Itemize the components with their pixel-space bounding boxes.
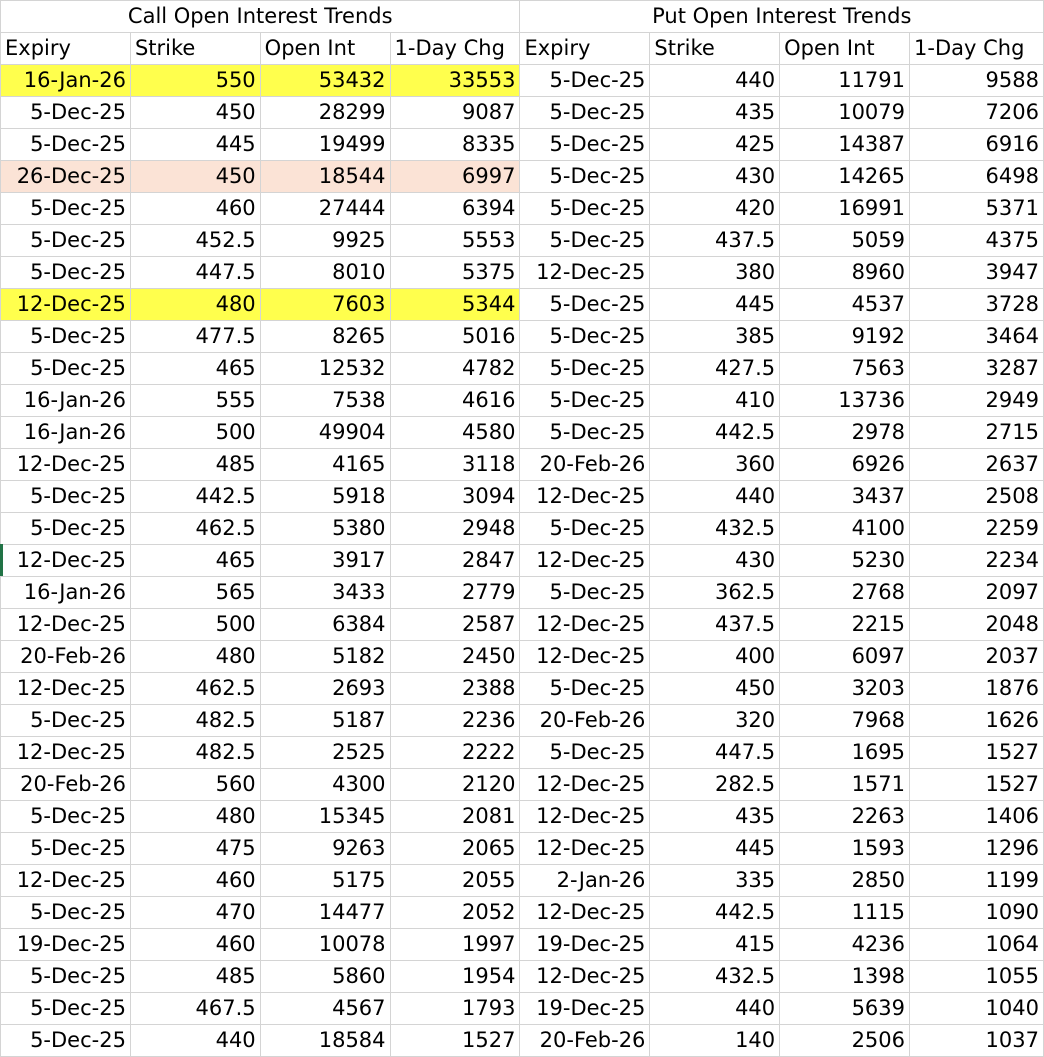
call-1-day-chg-cell[interactable]: 4782 (390, 353, 520, 385)
table-row (1, 65, 1044, 97)
call-open-int-cell[interactable]: 27444 (260, 193, 390, 225)
put-expiry-cell[interactable]: 20-Feb-26 (520, 449, 650, 481)
table-row (1, 993, 1044, 1025)
put-open-int-cell[interactable]: 1398 (780, 961, 910, 993)
put-1-day-chg-cell[interactable]: 1527 (910, 769, 1044, 801)
call-expiry-cell[interactable]: 5-Dec-25 (1, 897, 131, 929)
call-open-int-cell[interactable]: 49904 (260, 417, 390, 449)
call-open-int-cell[interactable]: 15345 (260, 801, 390, 833)
call-1-day-chg-cell[interactable]: 2847 (390, 545, 520, 577)
put-expiry-cell[interactable]: 19-Dec-25 (520, 993, 650, 1025)
put-open-int-cell[interactable]: 8960 (780, 257, 910, 289)
put-expiry-cell[interactable]: 12-Dec-25 (520, 801, 650, 833)
put-expiry-cell[interactable]: 5-Dec-25 (520, 193, 650, 225)
table-row (1, 737, 1044, 769)
put-1-day-chg-cell[interactable]: 1626 (910, 705, 1044, 737)
call-1-day-chg-cell[interactable]: 5375 (390, 257, 520, 289)
call-expiry-cell[interactable]: 5-Dec-25 (1, 257, 131, 289)
put-1-day-chg-cell[interactable]: 1055 (910, 961, 1044, 993)
table-row (1, 929, 1044, 961)
call-1-day-chg-cell[interactable]: 1793 (390, 993, 520, 1025)
call-1-day-chg-cell[interactable]: 1997 (390, 929, 520, 961)
put-expiry-cell[interactable]: 5-Dec-25 (520, 577, 650, 609)
put-open-int-header[interactable]: Open Int (780, 33, 910, 65)
call-strike-cell[interactable]: 482.5 (130, 737, 260, 769)
put-expiry-cell[interactable]: 5-Dec-25 (520, 417, 650, 449)
call-1-day-chg-cell[interactable]: 4616 (390, 385, 520, 417)
put-expiry-cell[interactable]: 5-Dec-25 (520, 321, 650, 353)
table-row (1, 161, 1044, 193)
call-strike-cell[interactable]: 480 (130, 641, 260, 673)
call-strike-cell[interactable]: 470 (130, 897, 260, 929)
put-open-int-cell[interactable]: 5230 (780, 545, 910, 577)
put-open-int-cell[interactable]: 4236 (780, 929, 910, 961)
call-open-int-cell[interactable]: 5860 (260, 961, 390, 993)
call-expiry-cell[interactable]: 5-Dec-25 (1, 705, 131, 737)
call-expiry-cell[interactable]: 5-Dec-25 (1, 833, 131, 865)
call-strike-cell[interactable]: 460 (130, 929, 260, 961)
table-row (1, 449, 1044, 481)
call-1-day-chg-cell[interactable]: 5344 (390, 289, 520, 321)
put-expiry-cell[interactable]: 20-Feb-26 (520, 1025, 650, 1057)
call-expiry-cell[interactable]: 5-Dec-25 (1, 961, 131, 993)
put-expiry-cell[interactable]: 19-Dec-25 (520, 929, 650, 961)
call-expiry-cell[interactable]: 12-Dec-25 (1, 289, 131, 321)
call-expiry-cell[interactable]: 12-Dec-25 (1, 737, 131, 769)
call-strike-cell[interactable]: 550 (130, 65, 260, 97)
call-expiry-cell[interactable]: 12-Dec-25 (1, 545, 131, 577)
call-strike-cell[interactable]: 480 (130, 801, 260, 833)
put-1-day-chg-cell[interactable]: 1527 (910, 737, 1044, 769)
call-expiry-cell[interactable]: 5-Dec-25 (1, 1025, 131, 1057)
table-row (1, 353, 1044, 385)
put-expiry-cell[interactable]: 5-Dec-25 (520, 161, 650, 193)
call-strike-cell[interactable]: 450 (130, 161, 260, 193)
call-open-int-cell[interactable]: 4567 (260, 993, 390, 1025)
call-strike-cell[interactable]: 560 (130, 769, 260, 801)
call-strike-cell[interactable]: 462.5 (130, 513, 260, 545)
put-strike-cell[interactable]: 410 (650, 385, 780, 417)
put-1-day-chg-cell[interactable]: 2097 (910, 577, 1044, 609)
call-expiry-cell[interactable]: 19-Dec-25 (1, 929, 131, 961)
call-open-int-cell[interactable]: 19499 (260, 129, 390, 161)
put-1-day-chg-cell[interactable]: 9588 (910, 65, 1044, 97)
put-1-day-chg-cell[interactable]: 5371 (910, 193, 1044, 225)
put-open-int-cell[interactable]: 6097 (780, 641, 910, 673)
call-strike-cell[interactable]: 452.5 (130, 225, 260, 257)
table-row (1, 865, 1044, 897)
put-open-int-cell[interactable]: 16991 (780, 193, 910, 225)
put-strike-cell[interactable]: 450 (650, 673, 780, 705)
table-row (1, 801, 1044, 833)
put-expiry-cell[interactable]: 12-Dec-25 (520, 257, 650, 289)
call-expiry-cell[interactable]: 5-Dec-25 (1, 513, 131, 545)
call-open-int-header[interactable]: Open Int (260, 33, 390, 65)
call-open-int-cell[interactable]: 3433 (260, 577, 390, 609)
put-1-day-chg-cell[interactable]: 6916 (910, 129, 1044, 161)
put-open-int-cell[interactable]: 2978 (780, 417, 910, 449)
put-1-day-chg-cell[interactable]: 1037 (910, 1025, 1044, 1057)
put-strike-cell[interactable]: 440 (650, 481, 780, 513)
put-open-int-cell[interactable]: 5639 (780, 993, 910, 1025)
put-expiry-cell[interactable]: 12-Dec-25 (520, 769, 650, 801)
put-open-int-cell[interactable]: 14387 (780, 129, 910, 161)
call-strike-cell[interactable]: 482.5 (130, 705, 260, 737)
put-strike-cell[interactable]: 440 (650, 65, 780, 97)
call-open-int-cell[interactable]: 5918 (260, 481, 390, 513)
put-expiry-cell[interactable]: 5-Dec-25 (520, 129, 650, 161)
call-open-int-cell[interactable]: 18584 (260, 1025, 390, 1057)
table-row (1, 609, 1044, 641)
put-strike-cell[interactable]: 430 (650, 161, 780, 193)
call-1-day-chg-cell[interactable]: 2055 (390, 865, 520, 897)
call-strike-cell[interactable]: 565 (130, 577, 260, 609)
put-1-day-chg-cell[interactable]: 2949 (910, 385, 1044, 417)
call-expiry-cell[interactable]: 5-Dec-25 (1, 801, 131, 833)
put-strike-cell[interactable]: 437.5 (650, 225, 780, 257)
put-1-day-chg-cell[interactable]: 2259 (910, 513, 1044, 545)
put-open-int-cell[interactable]: 10079 (780, 97, 910, 129)
selected-row-marker (0, 544, 3, 576)
put-expiry-cell[interactable]: 12-Dec-25 (520, 481, 650, 513)
call-1-day-chg-cell[interactable]: 2222 (390, 737, 520, 769)
call-open-int-cell[interactable]: 9925 (260, 225, 390, 257)
call-1-day-chg-cell[interactable]: 33553 (390, 65, 520, 97)
table-row (1, 769, 1044, 801)
table-row (1, 1025, 1044, 1057)
put-expiry-cell[interactable]: 5-Dec-25 (520, 353, 650, 385)
put-1-day-chg-cell[interactable]: 1296 (910, 833, 1044, 865)
put-open-int-cell[interactable]: 2215 (780, 609, 910, 641)
call-expiry-cell[interactable]: 16-Jan-26 (1, 385, 131, 417)
table-row (1, 481, 1044, 513)
table-row (1, 321, 1044, 353)
call-1-day-chg-cell[interactable]: 9087 (390, 97, 520, 129)
put-expiry-cell[interactable]: 12-Dec-25 (520, 961, 650, 993)
call-expiry-cell[interactable]: 16-Jan-26 (1, 577, 131, 609)
table-row (1, 673, 1044, 705)
put-open-int-cell[interactable]: 6926 (780, 449, 910, 481)
put-strike-cell[interactable]: 432.5 (650, 513, 780, 545)
put-1-day-chg-cell[interactable]: 3464 (910, 321, 1044, 353)
put-strike-cell[interactable]: 335 (650, 865, 780, 897)
call-open-int-cell[interactable]: 8265 (260, 321, 390, 353)
put-strike-cell[interactable]: 430 (650, 545, 780, 577)
table-row (1, 193, 1044, 225)
table-row (1, 513, 1044, 545)
put-open-int-cell[interactable]: 1115 (780, 897, 910, 929)
call-1-day-chg-cell[interactable]: 1527 (390, 1025, 520, 1057)
put-1-day-chg-cell[interactable]: 2508 (910, 481, 1044, 513)
put-expiry-cell[interactable]: 5-Dec-25 (520, 673, 650, 705)
put-expiry-cell[interactable]: 5-Dec-25 (520, 513, 650, 545)
put-strike-cell[interactable]: 400 (650, 641, 780, 673)
call-open-int-cell[interactable]: 8010 (260, 257, 390, 289)
table-row (1, 289, 1044, 321)
call-open-int-cell[interactable]: 2525 (260, 737, 390, 769)
call-strike-header[interactable]: Strike (130, 33, 260, 65)
call-open-int-cell[interactable]: 4165 (260, 449, 390, 481)
call-1-day-chg-cell[interactable]: 2388 (390, 673, 520, 705)
put-expiry-cell[interactable]: 5-Dec-25 (520, 385, 650, 417)
call-strike-cell[interactable]: 442.5 (130, 481, 260, 513)
put-1-day-chg-cell[interactable]: 1876 (910, 673, 1044, 705)
call-open-int-cell[interactable]: 7603 (260, 289, 390, 321)
call-1-day-chg-cell[interactable]: 2052 (390, 897, 520, 929)
put-1-day-chg-cell[interactable]: 6498 (910, 161, 1044, 193)
put-expiry-cell[interactable]: 5-Dec-25 (520, 289, 650, 321)
put-strike-cell[interactable]: 432.5 (650, 961, 780, 993)
put-open-int-cell[interactable]: 9192 (780, 321, 910, 353)
put-open-int-cell[interactable]: 2850 (780, 865, 910, 897)
put-1-day-chg-cell[interactable]: 2715 (910, 417, 1044, 449)
call-strike-cell[interactable]: 460 (130, 865, 260, 897)
table-row (1, 257, 1044, 289)
put-section-title[interactable]: Put Open Interest Trends (520, 1, 1044, 33)
put-strike-cell[interactable]: 445 (650, 289, 780, 321)
put-open-int-cell[interactable]: 1593 (780, 833, 910, 865)
table-row (1, 833, 1044, 865)
table-row (1, 897, 1044, 929)
call-expiry-cell[interactable]: 16-Jan-26 (1, 417, 131, 449)
call-expiry-cell[interactable]: 20-Feb-26 (1, 641, 131, 673)
call-open-int-cell[interactable]: 5182 (260, 641, 390, 673)
call-open-int-cell[interactable]: 28299 (260, 97, 390, 129)
put-strike-cell[interactable]: 320 (650, 705, 780, 737)
put-strike-cell[interactable]: 427.5 (650, 353, 780, 385)
call-open-int-cell[interactable]: 2693 (260, 673, 390, 705)
put-expiry-cell[interactable]: 12-Dec-25 (520, 545, 650, 577)
put-expiry-cell[interactable]: 2-Jan-26 (520, 865, 650, 897)
put-1-day-chg-cell[interactable]: 2637 (910, 449, 1044, 481)
put-strike-cell[interactable]: 445 (650, 833, 780, 865)
call-1-day-chg-cell[interactable]: 8335 (390, 129, 520, 161)
put-strike-cell[interactable]: 282.5 (650, 769, 780, 801)
put-1-day-chg-cell[interactable]: 3728 (910, 289, 1044, 321)
put-1-day-chg-cell[interactable]: 2037 (910, 641, 1044, 673)
put-strike-cell[interactable]: 437.5 (650, 609, 780, 641)
put-expiry-cell[interactable]: 20-Feb-26 (520, 705, 650, 737)
put-1-day-chg-cell[interactable]: 2234 (910, 545, 1044, 577)
title-row (1, 1, 1044, 33)
put-1-day-chg-cell[interactable]: 2048 (910, 609, 1044, 641)
put-strike-header[interactable]: Strike (650, 33, 780, 65)
call-strike-cell[interactable]: 485 (130, 961, 260, 993)
put-expiry-cell[interactable]: 5-Dec-25 (520, 97, 650, 129)
table-row (1, 417, 1044, 449)
put-expiry-cell[interactable]: 12-Dec-25 (520, 641, 650, 673)
call-1-day-chg-cell[interactable]: 5553 (390, 225, 520, 257)
put-1-day-chg-header[interactable]: 1-Day Chg (910, 33, 1044, 65)
put-1-day-chg-cell[interactable]: 3287 (910, 353, 1044, 385)
table-row (1, 577, 1044, 609)
call-strike-cell[interactable]: 440 (130, 1025, 260, 1057)
put-strike-cell[interactable]: 435 (650, 801, 780, 833)
call-expiry-cell[interactable]: 20-Feb-26 (1, 769, 131, 801)
call-1-day-chg-cell[interactable]: 2120 (390, 769, 520, 801)
call-1-day-chg-cell[interactable]: 3118 (390, 449, 520, 481)
put-open-int-cell[interactable]: 4537 (780, 289, 910, 321)
table-row (1, 97, 1044, 129)
call-expiry-cell[interactable]: 16-Jan-26 (1, 65, 131, 97)
put-1-day-chg-cell[interactable]: 3947 (910, 257, 1044, 289)
put-expiry-cell[interactable]: 5-Dec-25 (520, 225, 650, 257)
table-row (1, 545, 1044, 577)
call-open-int-cell[interactable]: 3917 (260, 545, 390, 577)
put-open-int-cell[interactable]: 2263 (780, 801, 910, 833)
call-1-day-chg-cell[interactable]: 2587 (390, 609, 520, 641)
call-1-day-chg-cell[interactable]: 5016 (390, 321, 520, 353)
put-strike-cell[interactable]: 442.5 (650, 897, 780, 929)
call-strike-cell[interactable]: 477.5 (130, 321, 260, 353)
call-strike-cell[interactable]: 465 (130, 545, 260, 577)
table-row (1, 385, 1044, 417)
put-open-int-cell[interactable]: 1571 (780, 769, 910, 801)
call-expiry-cell[interactable]: 5-Dec-25 (1, 97, 131, 129)
call-strike-cell[interactable]: 500 (130, 417, 260, 449)
table-row (1, 129, 1044, 161)
call-1-day-chg-cell[interactable]: 4580 (390, 417, 520, 449)
put-strike-cell[interactable]: 440 (650, 993, 780, 1025)
call-open-int-cell[interactable]: 5187 (260, 705, 390, 737)
call-1-day-chg-header[interactable]: 1-Day Chg (390, 33, 520, 65)
call-open-int-cell[interactable]: 53432 (260, 65, 390, 97)
call-1-day-chg-cell[interactable]: 6997 (390, 161, 520, 193)
put-1-day-chg-cell[interactable]: 1199 (910, 865, 1044, 897)
put-strike-cell[interactable]: 425 (650, 129, 780, 161)
call-expiry-cell[interactable]: 5-Dec-25 (1, 129, 131, 161)
call-open-int-cell[interactable]: 6384 (260, 609, 390, 641)
table-row (1, 961, 1044, 993)
put-expiry-cell[interactable]: 5-Dec-25 (520, 737, 650, 769)
call-open-int-cell[interactable]: 5175 (260, 865, 390, 897)
call-strike-cell[interactable]: 475 (130, 833, 260, 865)
put-1-day-chg-cell[interactable]: 1090 (910, 897, 1044, 929)
call-1-day-chg-cell[interactable]: 2065 (390, 833, 520, 865)
call-1-day-chg-cell[interactable]: 2450 (390, 641, 520, 673)
put-strike-cell[interactable]: 435 (650, 97, 780, 129)
put-expiry-header[interactable]: Expiry (520, 33, 650, 65)
put-strike-cell[interactable]: 442.5 (650, 417, 780, 449)
call-strike-cell[interactable]: 445 (130, 129, 260, 161)
call-expiry-cell[interactable]: 12-Dec-25 (1, 609, 131, 641)
spreadsheet-body (1, 1, 1044, 1057)
put-strike-cell[interactable]: 362.5 (650, 577, 780, 609)
put-strike-cell[interactable]: 360 (650, 449, 780, 481)
call-1-day-chg-cell[interactable]: 2779 (390, 577, 520, 609)
call-expiry-cell[interactable]: 5-Dec-25 (1, 481, 131, 513)
call-expiry-cell[interactable]: 5-Dec-25 (1, 353, 131, 385)
call-open-int-cell[interactable]: 5380 (260, 513, 390, 545)
call-expiry-cell[interactable]: 5-Dec-25 (1, 321, 131, 353)
put-strike-cell[interactable]: 415 (650, 929, 780, 961)
call-expiry-cell[interactable]: 5-Dec-25 (1, 193, 131, 225)
call-strike-cell[interactable]: 467.5 (130, 993, 260, 1025)
put-open-int-cell[interactable]: 1695 (780, 737, 910, 769)
put-open-int-cell[interactable]: 2768 (780, 577, 910, 609)
put-expiry-cell[interactable]: 12-Dec-25 (520, 609, 650, 641)
put-open-int-cell[interactable]: 2506 (780, 1025, 910, 1057)
put-1-day-chg-cell[interactable]: 1406 (910, 801, 1044, 833)
put-strike-cell[interactable]: 447.5 (650, 737, 780, 769)
call-open-int-cell[interactable]: 10078 (260, 929, 390, 961)
put-open-int-cell[interactable]: 5059 (780, 225, 910, 257)
put-strike-cell[interactable]: 140 (650, 1025, 780, 1057)
put-strike-cell[interactable]: 420 (650, 193, 780, 225)
call-strike-cell[interactable]: 480 (130, 289, 260, 321)
call-1-day-chg-cell[interactable]: 2948 (390, 513, 520, 545)
column-header-row (1, 33, 1044, 65)
call-open-int-cell[interactable]: 7538 (260, 385, 390, 417)
put-open-int-cell[interactable]: 4100 (780, 513, 910, 545)
call-strike-cell[interactable]: 555 (130, 385, 260, 417)
put-open-int-cell[interactable]: 14265 (780, 161, 910, 193)
call-strike-cell[interactable]: 450 (130, 97, 260, 129)
table-row (1, 225, 1044, 257)
call-open-int-cell[interactable]: 14477 (260, 897, 390, 929)
call-expiry-cell[interactable]: 12-Dec-25 (1, 865, 131, 897)
call-open-int-cell[interactable]: 4300 (260, 769, 390, 801)
put-open-int-cell[interactable]: 13736 (780, 385, 910, 417)
call-strike-cell[interactable]: 465 (130, 353, 260, 385)
call-expiry-cell[interactable]: 5-Dec-25 (1, 225, 131, 257)
put-1-day-chg-cell[interactable]: 4375 (910, 225, 1044, 257)
put-1-day-chg-cell[interactable]: 1040 (910, 993, 1044, 1025)
call-open-int-cell[interactable]: 18544 (260, 161, 390, 193)
call-expiry-cell[interactable]: 5-Dec-25 (1, 993, 131, 1025)
call-1-day-chg-cell[interactable]: 1954 (390, 961, 520, 993)
table-row (1, 705, 1044, 737)
put-expiry-cell[interactable]: 12-Dec-25 (520, 897, 650, 929)
call-1-day-chg-cell[interactable]: 2236 (390, 705, 520, 737)
call-strike-cell[interactable]: 462.5 (130, 673, 260, 705)
put-expiry-cell[interactable]: 12-Dec-25 (520, 833, 650, 865)
call-strike-cell[interactable]: 500 (130, 609, 260, 641)
call-1-day-chg-cell[interactable]: 2081 (390, 801, 520, 833)
call-expiry-header[interactable]: Expiry (1, 33, 131, 65)
put-open-int-cell[interactable]: 3203 (780, 673, 910, 705)
put-1-day-chg-cell[interactable]: 7206 (910, 97, 1044, 129)
call-open-int-cell[interactable]: 12532 (260, 353, 390, 385)
call-expiry-cell[interactable]: 12-Dec-25 (1, 449, 131, 481)
put-expiry-cell[interactable]: 5-Dec-25 (520, 65, 650, 97)
call-strike-cell[interactable]: 485 (130, 449, 260, 481)
call-strike-cell[interactable]: 460 (130, 193, 260, 225)
put-strike-cell[interactable]: 385 (650, 321, 780, 353)
table-row (1, 641, 1044, 673)
put-1-day-chg-cell[interactable]: 1064 (910, 929, 1044, 961)
call-expiry-cell[interactable]: 26-Dec-25 (1, 161, 131, 193)
call-strike-cell[interactable]: 447.5 (130, 257, 260, 289)
call-open-int-cell[interactable]: 9263 (260, 833, 390, 865)
put-open-int-cell[interactable]: 11791 (780, 65, 910, 97)
put-open-int-cell[interactable]: 3437 (780, 481, 910, 513)
put-strike-cell[interactable]: 380 (650, 257, 780, 289)
call-expiry-cell[interactable]: 12-Dec-25 (1, 673, 131, 705)
put-open-int-cell[interactable]: 7563 (780, 353, 910, 385)
put-open-int-cell[interactable]: 7968 (780, 705, 910, 737)
call-1-day-chg-cell[interactable]: 3094 (390, 481, 520, 513)
call-section-title[interactable]: Call Open Interest Trends (1, 1, 520, 33)
call-1-day-chg-cell[interactable]: 6394 (390, 193, 520, 225)
